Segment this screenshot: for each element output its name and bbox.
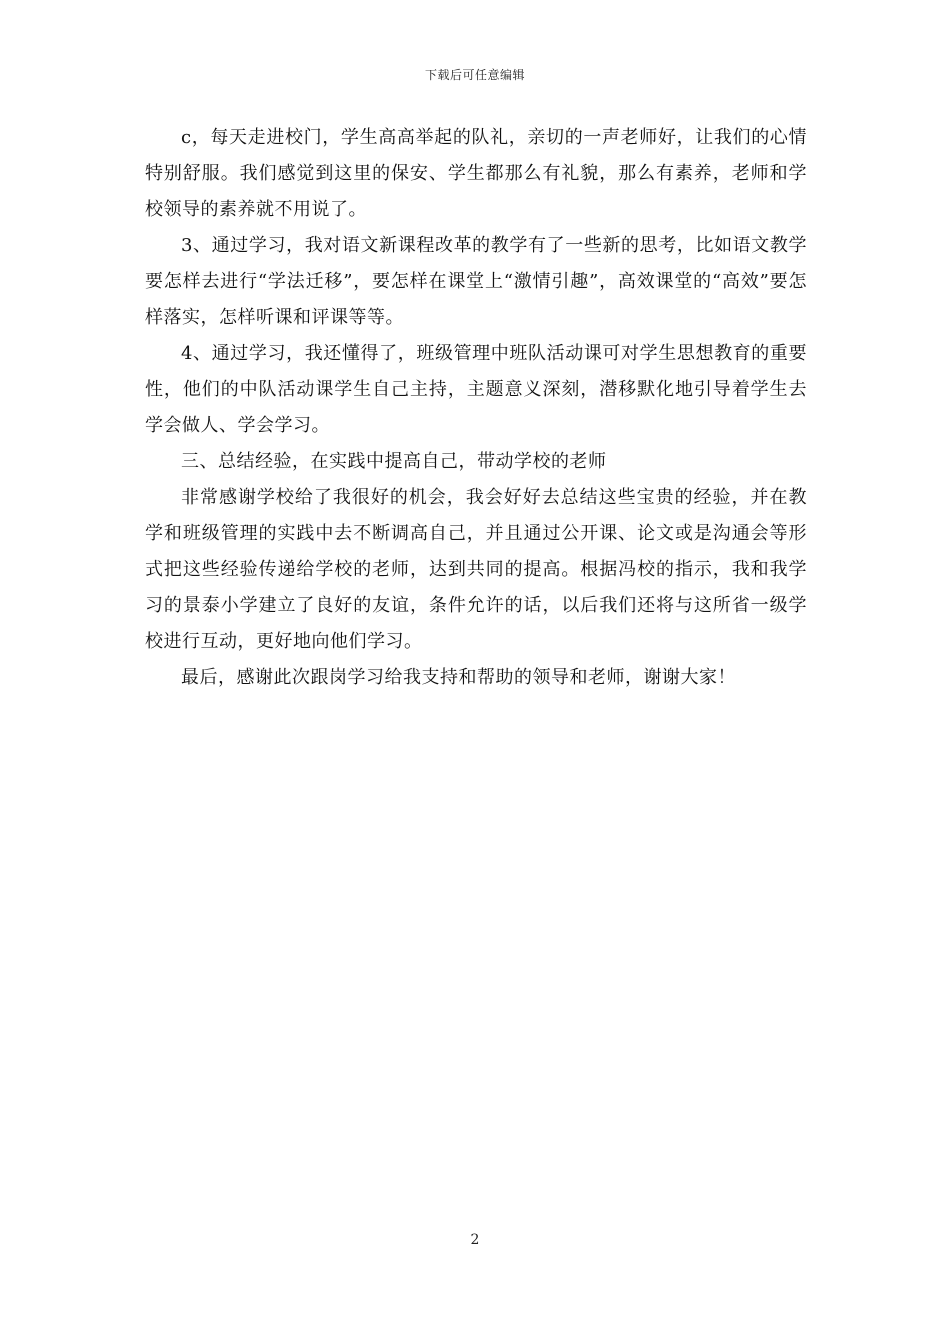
page-header: 下载后可任意编辑 <box>424 68 525 82</box>
page-number: 2 <box>470 1232 480 1248</box>
paragraph-point-3: 3、通过学习，我对语文新课程改革的教学有了一些新的思考，比如语文教学要怎样去进行“学法迁移”，要怎样在课堂上“激情引趣”，高效课堂的“高效”要怎样落实，怎样听课和评课等等。 <box>145 235 807 328</box>
document-body <box>145 120 807 696</box>
paragraph-closing: 最后，感谢此次跟岗学习给我支持和帮助的领导和老师，谢谢大家！ <box>181 667 736 688</box>
paragraph-point-4: 4、通过学习，我还懂得了，班级管理中班队活动课可对学生思想教育的重要性，他们的中队活动课学生自己主持，主题意义深刻，潜移默化地引导着学生去学会做人、学会学习。 <box>145 343 807 436</box>
paragraph-thanks-school: 非常感谢学校给了我很好的机会，我会好好去总结这些宝贵的经验，并在教学和班级管理的实践中去不断调高自己，并且通过公开课、论文或是沟通会等形式把这些经验传递给学校的老师，达到共同的提高。根据冯校的指示，我和我学习的景泰小学建立了良好的友谊，条件允许的话，以后我们还将与这所省一级学校进行互动，更好地向他们学习。 <box>145 487 807 652</box>
section-heading-3: 三、总结经验，在实践中提高自己，带动学校的老师 <box>181 451 607 472</box>
paragraph-greeting-observation: c，每天走进校门，学生高高举起的队礼，亲切的一声老师好，让我们的心情特别舒服。我们感觉到这里的保安、学生都那么有礼貌，那么有素养，老师和学校领导的素养就不用说了。 <box>145 127 807 220</box>
